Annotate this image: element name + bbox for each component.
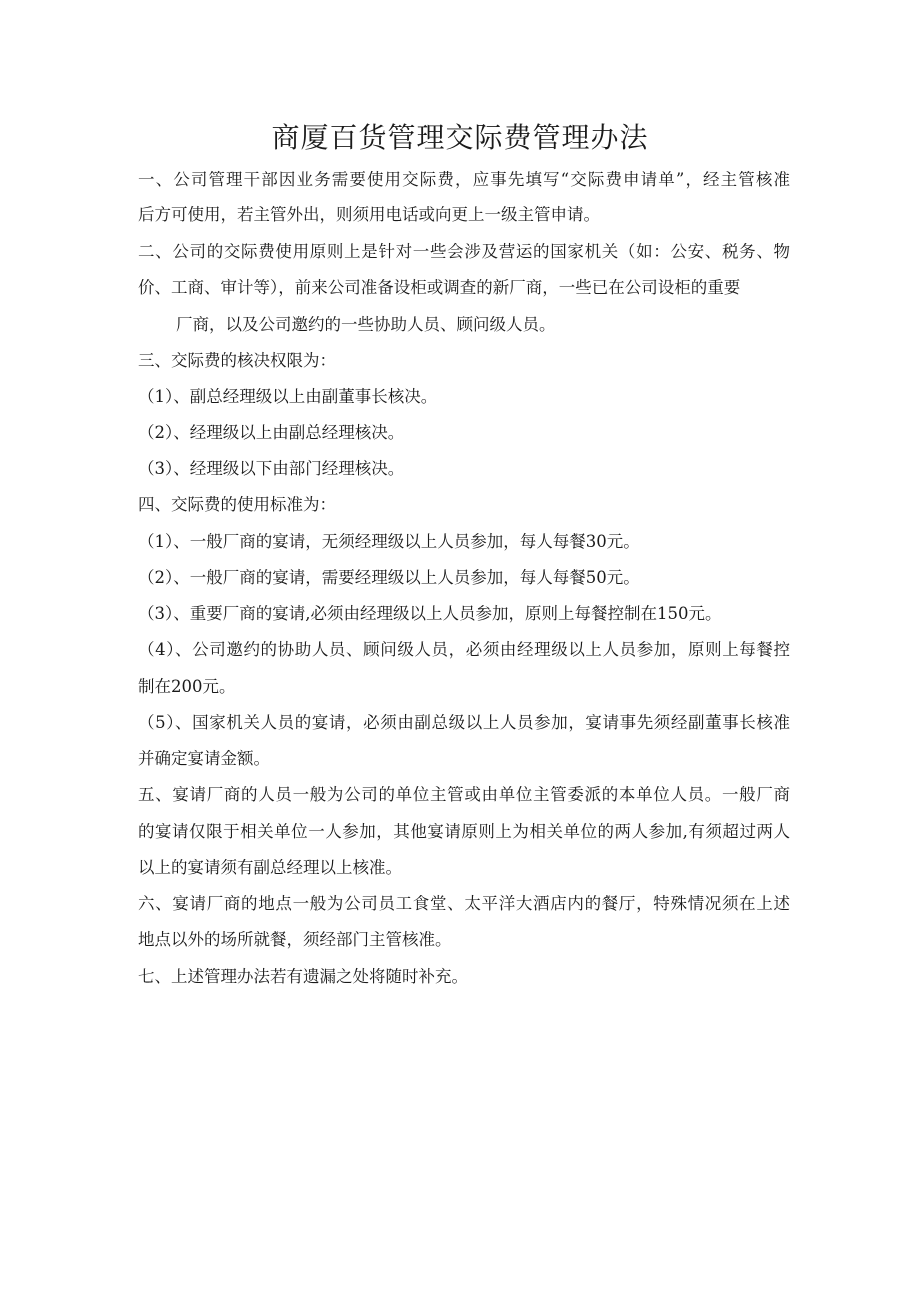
- text-line: 的宴请仅限于相关单位一人参加，其他宴请原则上为相关单位的两人参加,有须超过两人: [138, 822, 790, 841]
- text-line: 三、交际费的核决权限为：: [138, 351, 336, 370]
- text-line: 并确定宴请金额。: [138, 749, 270, 768]
- text-line: 七、上述管理办法若有遗漏之处将随时补充。: [138, 967, 468, 986]
- text-line: 二、公司的交际费使用原则上是针对一些会涉及营运的国家机关（如：公安、税务、物: [138, 242, 790, 261]
- text-line: 价、工商、审计等），前来公司准备设柜或调查的新厂商，一些已在公司设柜的重要: [138, 278, 741, 297]
- text-line: 以上的宴请须有副总经理以上核准。: [138, 858, 402, 877]
- text-line: 后方可使用，若主管外出，则须用电话或向更上一级主管申请。: [138, 205, 600, 224]
- text-line: （4）、公司邀约的协助人员、顾问级人员，必须由经理级以上人员参加，原则上每餐控: [138, 640, 790, 659]
- text-line: 一、公司管理干部因业务需要使用交际费，应事先填写“交际费申请单”，经主管核准: [138, 170, 790, 189]
- text-line: 制在200元。: [138, 677, 236, 696]
- text-line: （1）、一般厂商的宴请，无须经理级以上人员参加，每人每餐30元。: [138, 532, 640, 551]
- document-title: 商厦百货管理交际费管理办法: [271, 121, 649, 154]
- text-line: 五、宴请厂商的人员一般为公司的单位主管或由单位主管委派的本单位人员。一般厂商: [138, 785, 790, 804]
- text-line: 厂商，以及公司邀约的一些协助人员、顾问级人员。: [176, 315, 556, 334]
- text-line: 六、宴请厂商的地点一般为公司员工食堂、太平洋大酒店内的餐厅，特殊情况须在上述: [138, 894, 790, 913]
- text-line: （3）、重要厂商的宴请,必须由经理级以上人员参加，原则上每餐控制在150元。: [138, 604, 722, 623]
- text-line: （3）、经理级以下由部门经理核决。: [138, 459, 405, 478]
- text-line: （2）、一般厂商的宴请，需要经理级以上人员参加，每人每餐50元。: [138, 568, 640, 587]
- text-line: （1）、副总经理级以上由副董事长核决。: [138, 387, 438, 406]
- text-line: （5）、国家机关人员的宴请，必须由副总级以上人员参加，宴请事先须经副董事长核准: [138, 713, 790, 732]
- text-line: 四、交际费的使用标准为：: [138, 495, 336, 514]
- text-line: （2）、经理级以上由副总经理核决。: [138, 423, 405, 442]
- text-line: 地点以外的场所就餐，须经部门主管核准。: [138, 930, 452, 949]
